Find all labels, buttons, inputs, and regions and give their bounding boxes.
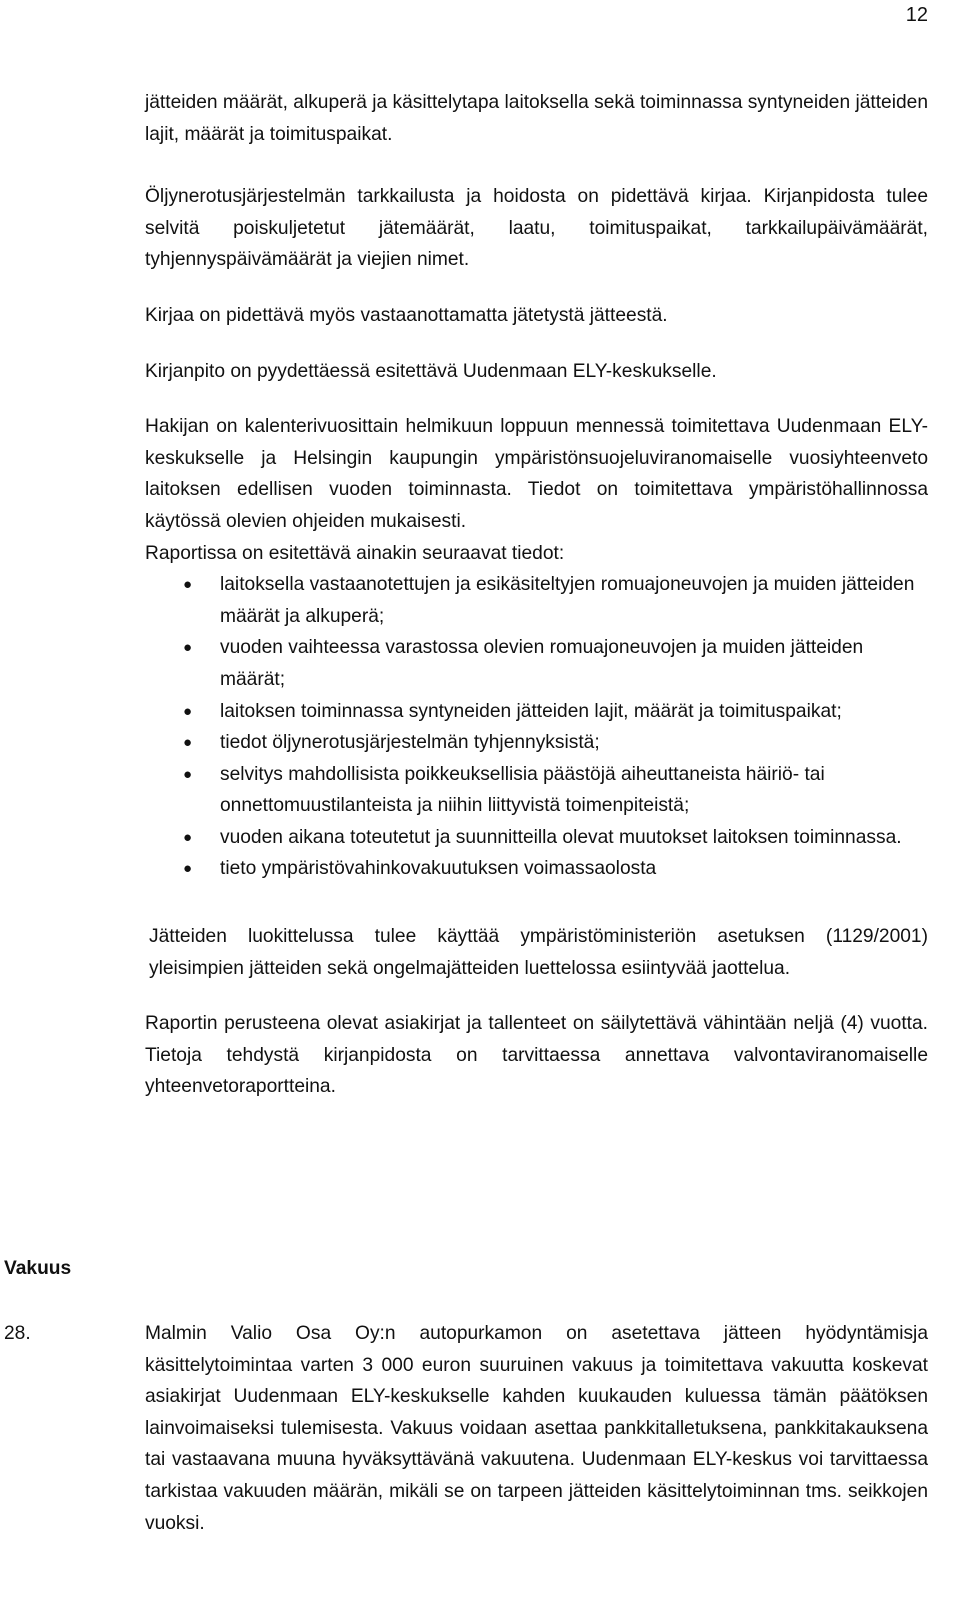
list-item: ● tieto ympäristövahinkovakuutuksen voimassaolosta [145, 853, 928, 885]
section-number: 28. [4, 1323, 31, 1344]
bullet-icon: ● [183, 639, 193, 657]
section-28-text: Malmin Valio Osa Oy:n autopurkamon on asetettava jätteen hyödyntämisja käsittelytoimintaa varten 3 000 euron suuruinen vakuus ja toimitettava vakuutta koskevat asiakirjat Uudenmaan ELY-keskukselle kahden kuukauden kuluessa tämän päätöksen lainvoimaiseksi tulemisesta. Vakuus voidaan asettaa pankkitalletuksena, pankkitakauksena tai vastaavana muuna hyväksyttävänä vakuutena. Uudenmaan ELY-keskus voi tarvittaessa tarkistaa vakuuden määrän, mikäli se on tarpeen jätteiden käsittelytoiminnan tms. seikkojen vuoksi. [145, 1323, 928, 1534]
list-item: ● tiedot öljynerotusjärjestelmän tyhjennyksistä; [145, 727, 928, 759]
paragraph-waste-classification: Jätteiden luokittelussa tulee käyttää ympäristöministeriön asetuksen (1129/2001) yleisimpien jätteiden sekä ongelmajätteiden luettelossa esiintyvää jaottelua. [149, 926, 928, 979]
report-items-list [145, 569, 928, 885]
list-item: ● selvitys mahdollisista poikkeuksellisia päästöjä aiheuttaneista häiriö- tai onnettomuustilanteista ja niihin liittyvistä toimenpiteistä; [145, 759, 928, 822]
bullet-icon: ● [183, 828, 193, 846]
paragraph-records-on-request: Kirjanpito on pyydettäessä esitettävä Uudenmaan ELY-keskukselle. [145, 360, 717, 382]
section-heading-vakuus: Vakuus [4, 1258, 72, 1279]
bullet-icon: ● [183, 576, 193, 594]
bullet-icon: ● [183, 702, 193, 720]
paragraph-annual-summary: Hakijan on kalenterivuosittain helmikuun loppuun mennessä toimitettava Uudenmaan ELY-keskukselle ja Helsingin kaupungin ympäristönsuojeluviranomaiselle vuosiyhteenveto laitoksen edellisen vuoden toiminnasta. Tiedot on toimitettava ympäristöhallinnossa käytössä olevien ohjeiden mukaisesti. [145, 416, 928, 532]
bullet-icon: ● [183, 860, 193, 878]
list-item: ● vuoden aikana toteutetut ja suunnitteilla olevat muutokset laitoksen toiminnassa. [145, 822, 928, 854]
section-28 [4, 1318, 928, 1539]
paragraph-oil-separator: Öljynerotusjärjestelmän tarkkailusta ja hoidosta on pidettävä kirjaa. Kirjanpidosta tulee selvitä poiskuljetetut jätemäärät, laatu, toimituspaikat, tarkkailupäivämäärät, tyhjennyspäivämäärät ja viejien nimet. [145, 186, 928, 271]
list-item: ● vuoden vaihteessa varastossa olevien romuajoneuvojen ja muiden jätteiden määrät; [145, 632, 928, 695]
paragraph-waste-records: jätteiden määrät, alkuperä ja käsittelytapa laitoksella sekä toiminnassa syntyneiden jätteiden lajit, määrät ja toimituspaikat. [145, 92, 928, 145]
paragraph-document-retention: Raportin perusteena olevat asiakirjat ja tallenteet on säilytettävä vähintään neljä (4) vuotta. Tietoja tehdystä kirjanpidosta on tarvittaessa annettava valvontaviranomaiselle yhteenvetoraportteina. [145, 1013, 928, 1098]
list-item: ● laitoksella vastaanotettujen ja esikäsiteltyjen romuajoneuvojen ja muiden jätteiden määrät ja alkuperä; [145, 569, 928, 632]
paragraph-unclaimed-waste: Kirjaa on pidettävä myös vastaanottamatta jätetystä jätteestä. [145, 304, 668, 326]
main-text-column [145, 87, 928, 1103]
paragraph-report-requirements: Raportissa on esitettävä ainakin seuraavat tiedot: [145, 542, 565, 564]
bullet-icon: ● [183, 734, 193, 752]
page-number: 12 [905, 4, 928, 26]
bullet-icon: ● [183, 765, 193, 783]
list-item: ● laitoksen toiminnassa syntyneiden jätteiden lajit, määrät ja toimituspaikat; [145, 696, 928, 728]
